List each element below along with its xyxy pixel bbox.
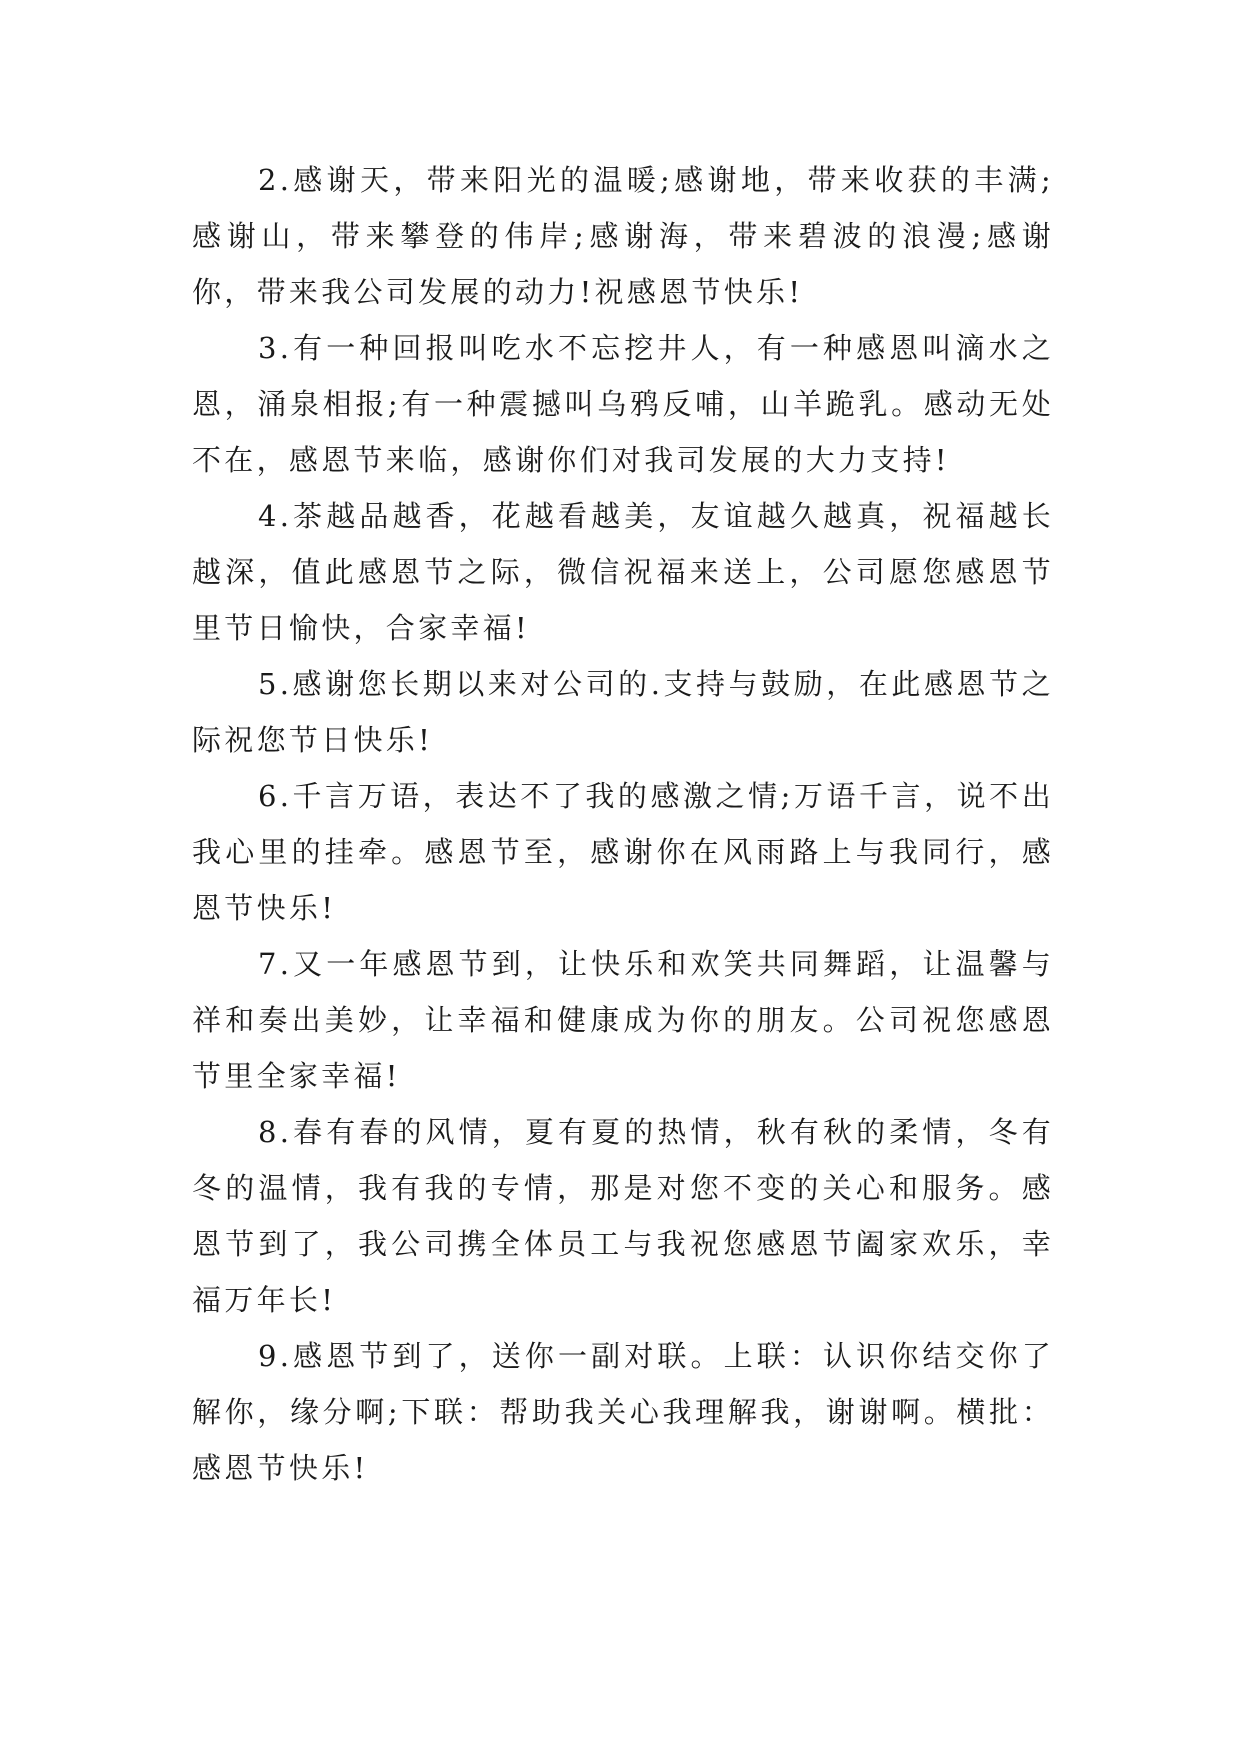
paragraph-6: 6.千言万语，表达不了我的感激之情;万语千言，说不出我心里的挂牵。感恩节至，感谢你在风雨路上与我同行，感恩节快乐!	[192, 779, 1054, 925]
paragraph-9: 9.感恩节到了，送你一副对联。上联：认识你结交你了解你，缘分啊;下联：帮助我关心我理解我，谢谢啊。横批：感恩节快乐!	[192, 1339, 1054, 1485]
paragraph-5: 5.感谢您长期以来对公司的.支持与鼓励，在此感恩节之际祝您节日快乐!	[192, 667, 1054, 757]
document-body	[192, 152, 1054, 1496]
paragraph-8: 8.春有春的风情，夏有夏的热情，秋有秋的柔情，冬有冬的温情，我有我的专情，那是对您不变的关心和服务。感恩节到了，我公司携全体员工与我祝您感恩节阖家欢乐，幸福万年长!	[192, 1115, 1054, 1317]
paragraph-2: 2.感谢天，带来阳光的温暖;感谢地，带来收获的丰满;感谢山，带来攀登的伟岸;感谢海，带来碧波的浪漫;感谢你，带来我公司发展的动力!祝感恩节快乐!	[192, 163, 1054, 309]
paragraph-7: 7.又一年感恩节到，让快乐和欢笑共同舞蹈，让温馨与祥和奏出美妙，让幸福和健康成为你的朋友。公司祝您感恩节里全家幸福!	[192, 947, 1054, 1093]
paragraph-3: 3.有一种回报叫吃水不忘挖井人，有一种感恩叫滴水之恩，涌泉相报;有一种震撼叫乌鸦反哺，山羊跪乳。感动无处不在，感恩节来临，感谢你们对我司发展的大力支持!	[192, 331, 1054, 477]
paragraph-4: 4.茶越品越香，花越看越美，友谊越久越真，祝福越长越深，值此感恩节之际，微信祝福来送上，公司愿您感恩节里节日愉快，合家幸福!	[192, 499, 1054, 645]
